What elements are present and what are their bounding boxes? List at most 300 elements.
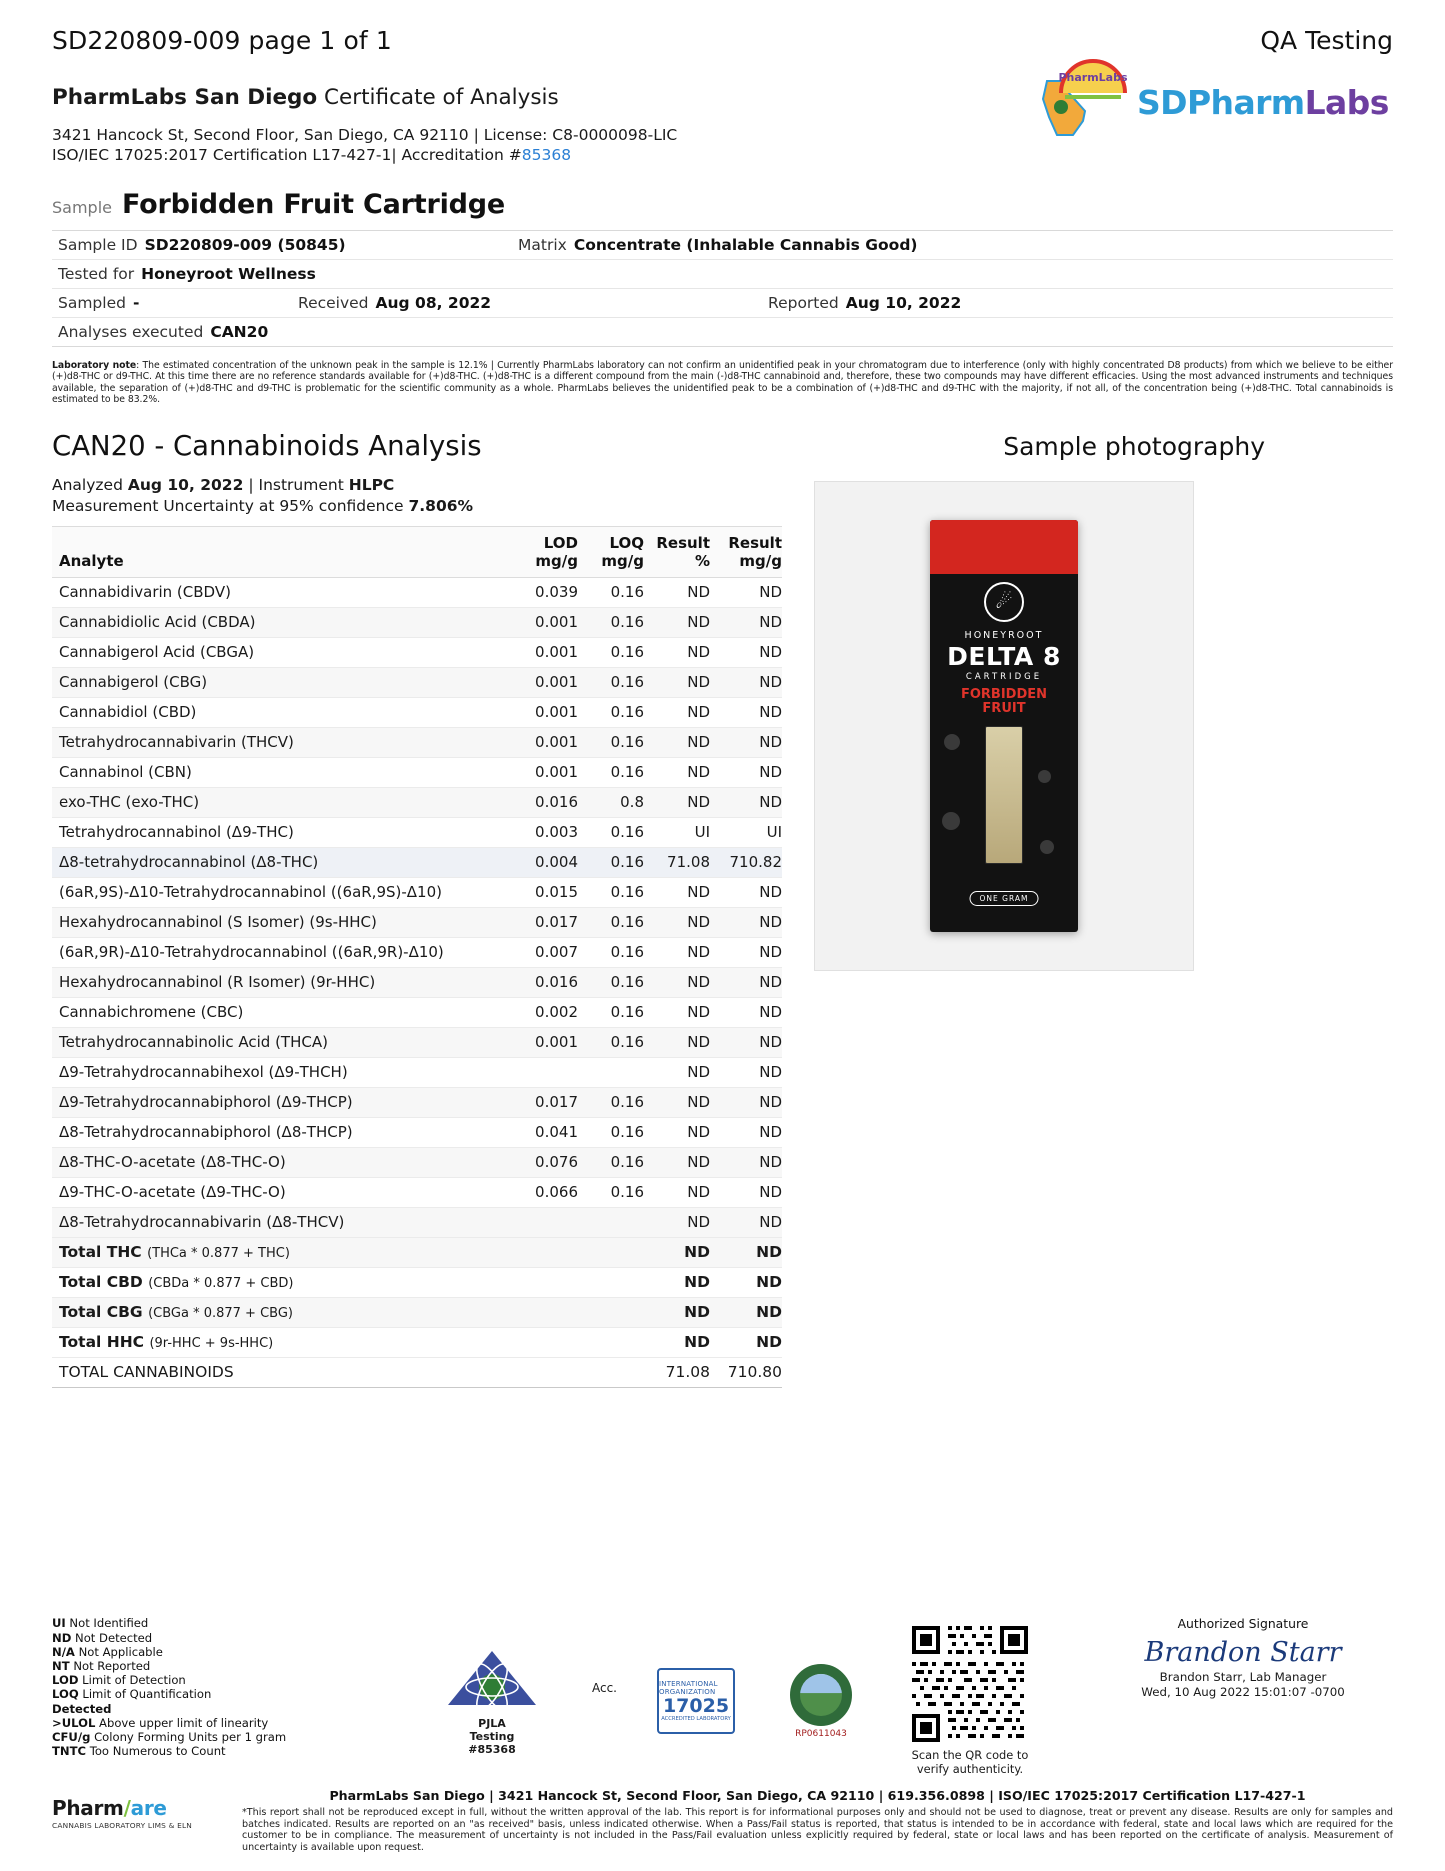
table-row	[52, 607, 782, 637]
analysis-separator: |	[248, 475, 254, 494]
accreditation-number: 85368	[521, 146, 572, 164]
cell-loq: 0.16	[578, 1147, 644, 1177]
cell-lod: 0.016	[500, 967, 578, 997]
cell-loq	[578, 1057, 644, 1087]
cell-result-mgg: ND	[710, 1147, 782, 1177]
cell-result-pct: ND	[644, 1087, 710, 1117]
cartridge-window	[985, 726, 1023, 864]
col-loq-text: LOQ	[609, 533, 644, 552]
coa-label: Certificate of Analysis	[324, 85, 559, 110]
pharmware-b: are	[130, 1796, 167, 1821]
meta-cell-matrix	[518, 236, 918, 254]
legend-code: UI	[52, 1616, 66, 1631]
cell-lod: 0.017	[500, 907, 578, 937]
cell-result-pct: ND	[644, 1297, 710, 1327]
cell-result-mgg: ND	[710, 697, 782, 727]
sample-id-value: SD220809-009 (50845)	[144, 236, 346, 254]
lab-note-label: Laboratory note	[52, 360, 137, 371]
cell-result-pct: ND	[644, 1267, 710, 1297]
pjla-badge	[432, 1647, 552, 1756]
box-product: DELTA 8	[947, 641, 1061, 671]
footer-contact-block	[242, 1788, 1393, 1853]
legend-text: Not Applicable	[78, 1644, 163, 1659]
signature-timestamp: Wed, 10 Aug 2022 15:01:07 -0700	[1141, 1685, 1345, 1700]
table-row	[52, 907, 782, 937]
col-result-pct-unit: %	[694, 551, 710, 570]
table-row	[52, 727, 782, 757]
meta-cell-tested-for	[58, 265, 518, 283]
qr-code-block[interactable]	[907, 1626, 1033, 1776]
document-id: SD220809-009 page 1 of 1	[52, 26, 392, 55]
lab-note-text: : The estimated concentration of the unknown peak in the sample is 12.1% | Currently PharmLabs laboratory can not confirm an unidentified peak in your chromatogram due to interference (only with highly concentrated D8 products) from which we believe to be either (+)d8-THC or d9-THC. At this time there are no reference standards available for (+)d8-THC. (+)d8-THC is a different compound from the main (-)d8-THC cannabinoid and, therefore, these two compounds may have different efficacies. Using the most advanced instruments and techniques available, the separation of (+)d8-THC and d9-THC is problematic for the scientific community as a whole. PharmLabs believes the unidentified peak to be a combination of (+)d8-THC and d9-THC with the majority, if not all, of the concentration being (+)d8-THC. Total cannabinoids is estimated to be 83.2%.	[52, 360, 1393, 406]
box-type: CARTRIDGE	[965, 671, 1043, 682]
signature-heading: Authorized Signature	[1177, 1616, 1309, 1632]
cell-result-mgg: ND	[710, 727, 782, 757]
cell-loq: 0.16	[578, 637, 644, 667]
meta-row-dates	[52, 289, 1393, 318]
cell-result-mgg: ND	[710, 877, 782, 907]
cell-lod: 0.076	[500, 1147, 578, 1177]
signature-block	[1093, 1616, 1393, 1700]
cell-result-pct: ND	[644, 577, 710, 607]
cell-result-mgg: ND	[710, 667, 782, 697]
cell-lod: 0.001	[500, 1027, 578, 1057]
analysis-meta-line2	[52, 496, 782, 517]
legend-code	[52, 1702, 111, 1716]
cell-analyte: Δ9-Tetrahydrocannabiphorol (Δ9-THCP)	[52, 1087, 500, 1117]
cell-loq	[578, 1357, 644, 1387]
cell-result-mgg: ND	[710, 1087, 782, 1117]
fruit-graphic-icon	[1040, 840, 1054, 854]
cell-total-name: Total CBG (CBGa * 0.877 + CBG)	[52, 1297, 500, 1327]
cell-analyte: Δ8-Tetrahydrocannabivarin (Δ8-THCV)	[52, 1207, 500, 1237]
cell-loq: 0.16	[578, 817, 644, 847]
cell-loq: 0.8	[578, 787, 644, 817]
cell-total-name: Total HHC (9r-HHC + 9s-HHC)	[52, 1327, 500, 1357]
box-brand: HONEYROOT	[964, 629, 1044, 641]
cell-result-pct: ND	[644, 877, 710, 907]
col-lod	[500, 526, 578, 577]
box-size: ONE GRAM	[970, 891, 1039, 906]
legend-text: Above upper limit of linearity	[99, 1715, 269, 1730]
table-row	[52, 757, 782, 787]
cell-result-mgg: ND	[710, 607, 782, 637]
sampled-value: -	[132, 294, 140, 312]
cell-result-pct: ND	[644, 637, 710, 667]
sample-photo	[814, 481, 1194, 971]
footer-disclaimer: *This report shall not be reproduced except in full, without the written approval of the lab. This report is for informational purposes only and should not be used to diagnose, treat or prevent any disease. Results are only for samples and batches indicated. Results are reported on an "as received" basis, unless indicated otherwise. When a Pass/Fail status is reported, that status is intended to be in accordance with federal, state and local laws which are required for the customer to be in compliance. The measurement of uncertainty is not included in the Pass/Fail evaluation unless explicitly required by federal, state or local laws and has been reported on the certificate of analysis. Measurement of uncertainty is available upon request.	[242, 1807, 1393, 1853]
iso-bottom-text: ACCREDITED LABORATORY	[661, 1716, 731, 1723]
meta-row-tested-for	[52, 260, 1393, 289]
cell-result-pct: ND	[644, 787, 710, 817]
pjla-testing: Testing	[469, 1729, 515, 1743]
cell-result-mgg: UI	[710, 817, 782, 847]
pjla-acc-label: Acc.	[591, 1681, 617, 1696]
cell-lod: 0.001	[500, 607, 578, 637]
fruit-graphic-icon	[1038, 770, 1051, 783]
cell-analyte: Δ8-THC-O-acetate (Δ8-THC-O)	[52, 1147, 500, 1177]
analysis-heading-row	[52, 430, 1393, 462]
cell-result-pct: ND	[644, 697, 710, 727]
legend-code: >ULOL	[52, 1715, 96, 1730]
legend-code: CFU/g	[52, 1730, 91, 1744]
table-row	[52, 967, 782, 997]
cell-lod: 0.001	[500, 667, 578, 697]
cell-result-mgg: 710.82	[710, 847, 782, 877]
cell-result-mgg: ND	[710, 937, 782, 967]
cell-total-name: Total CBD (CBDa * 0.877 + CBD)	[52, 1267, 500, 1297]
cell-lod: 0.003	[500, 817, 578, 847]
analysis-right-column	[782, 475, 1393, 1388]
cell-lod: 0.002	[500, 997, 578, 1027]
col-lod-text: LOD	[543, 533, 578, 552]
analysis-title: CAN20 - Cannabinoids Analysis	[52, 429, 482, 462]
col-result-pct	[644, 526, 710, 577]
table-row	[52, 1177, 782, 1207]
cell-analyte: Hexahydrocannabinol (S Isomer) (9s-HHC)	[52, 907, 500, 937]
cell-result-pct: ND	[644, 607, 710, 637]
received-label: Received	[298, 294, 369, 312]
cell-loq	[578, 1327, 644, 1357]
cell-loq	[578, 1237, 644, 1267]
cell-result-pct: 71.08	[644, 1357, 710, 1387]
qr-code-icon[interactable]	[912, 1626, 1028, 1742]
pjla-logo-icon	[440, 1647, 544, 1713]
cell-analyte: Δ9-Tetrahydrocannabihexol (Δ9-THCH)	[52, 1057, 500, 1087]
col-result-mgg-unit: mg/g	[739, 551, 782, 570]
cell-loq: 0.16	[578, 1117, 644, 1147]
meta-row-analyses	[52, 318, 1393, 347]
cell-lod: 0.015	[500, 877, 578, 907]
meta-cell-analyses	[58, 323, 518, 341]
tested-for-label: Tested for	[58, 265, 135, 283]
cell-result-pct: 71.08	[644, 847, 710, 877]
meta-row-sample-id	[52, 231, 1393, 260]
cannabinoids-table	[52, 526, 782, 1388]
cell-lod	[500, 1357, 578, 1387]
analysis-meta-line1	[52, 475, 782, 496]
legend-text: Not Detected	[75, 1630, 153, 1645]
cell-total-formula: (CBGa * 0.877 + CBG)	[148, 1306, 293, 1322]
analyses-label: Analyses executed	[58, 323, 204, 341]
cell-lod	[500, 1237, 578, 1267]
legend-code: LOQ	[52, 1687, 79, 1702]
cell-loq	[578, 1207, 644, 1237]
cell-analyte: Cannabidiolic Acid (CBDA)	[52, 607, 500, 637]
cell-loq: 0.16	[578, 937, 644, 967]
cell-analyte: exo-THC (exo-THC)	[52, 787, 500, 817]
fruit-graphic-icon	[942, 812, 960, 830]
legend-text: Limit of Detection	[82, 1673, 186, 1688]
iso-line-prefix: ISO/IEC 17025:2017 Certification L17-427-1| Accreditation #	[52, 146, 522, 164]
cell-analyte: Tetrahydrocannabinol (Δ9-THC)	[52, 817, 500, 847]
signature-script: Brandon Starr	[1144, 1637, 1342, 1669]
legend-code: N/A	[52, 1644, 75, 1659]
cell-loq: 0.16	[578, 997, 644, 1027]
legend-item	[52, 1616, 372, 1630]
cell-loq: 0.16	[578, 697, 644, 727]
logo-wordmark	[1137, 83, 1389, 122]
cell-analyte: Tetrahydrocannabinolic Acid (THCA)	[52, 1027, 500, 1057]
table-row	[52, 787, 782, 817]
cell-lod: 0.001	[500, 757, 578, 787]
pharmware-slash: /	[123, 1796, 131, 1821]
table-row	[52, 1117, 782, 1147]
col-result-mgg-text: Result	[728, 533, 782, 552]
cell-lod: 0.001	[500, 637, 578, 667]
meta-cell-received	[298, 294, 768, 312]
cell-result-mgg: ND	[710, 1297, 782, 1327]
dea-seal-icon	[790, 1664, 852, 1726]
cell-result-pct: ND	[644, 967, 710, 997]
cell-lod	[500, 1207, 578, 1237]
cell-lod	[500, 1057, 578, 1087]
table-row	[52, 1207, 782, 1237]
cell-result-mgg: ND	[710, 1267, 782, 1297]
cell-result-mgg: ND	[710, 967, 782, 997]
cell-result-mgg: ND	[710, 1117, 782, 1147]
sunburst-badge-icon	[1055, 59, 1131, 117]
meta-cell-reported	[768, 294, 961, 312]
cell-loq: 0.16	[578, 1087, 644, 1117]
cell-result-pct: ND	[644, 1057, 710, 1087]
cell-result-mgg: ND	[710, 577, 782, 607]
cell-result-mgg: ND	[710, 787, 782, 817]
table-row	[52, 877, 782, 907]
cell-analyte: Hexahydrocannabinol (R Isomer) (9r-HHC)	[52, 967, 500, 997]
cell-result-pct: ND	[644, 937, 710, 967]
table-grand-total-row	[52, 1357, 782, 1387]
col-result-mgg	[710, 526, 782, 577]
table-head	[52, 526, 782, 577]
table-row	[52, 997, 782, 1027]
matrix-value: Concentrate (Inhalable Cannabis Good)	[573, 236, 918, 254]
table-row	[52, 697, 782, 727]
sampled-label: Sampled	[58, 294, 126, 312]
analysis-left-column	[52, 475, 782, 1388]
table-row	[52, 1147, 782, 1177]
legend-item	[52, 1645, 372, 1659]
legend-text: Colony Forming Units per 1 gram	[94, 1730, 287, 1744]
cell-loq: 0.16	[578, 877, 644, 907]
cell-total-formula: (CBDa * 0.877 + CBD)	[148, 1276, 294, 1292]
analyses-value: CAN20	[210, 323, 269, 341]
sample-keyword: Sample	[52, 198, 112, 217]
table-row	[52, 1057, 782, 1087]
legend-item	[52, 1716, 372, 1730]
cell-result-pct: ND	[644, 997, 710, 1027]
cell-loq	[578, 1297, 644, 1327]
abbreviation-legend	[52, 1616, 372, 1758]
col-result-pct-text: Result	[656, 533, 710, 552]
photography-title: Sample photography	[1003, 431, 1265, 461]
col-lod-unit: mg/g	[535, 551, 578, 570]
cell-result-pct: ND	[644, 1237, 710, 1267]
pharmware-wordmark	[52, 1796, 242, 1820]
cell-loq: 0.16	[578, 727, 644, 757]
meta-cell-sample-id	[58, 236, 518, 254]
cell-grand-total-name: TOTAL CANNABINOIDS	[52, 1357, 500, 1387]
cell-loq: 0.16	[578, 757, 644, 787]
analyzed-value: Aug 10, 2022	[127, 475, 244, 494]
reported-value: Aug 10, 2022	[845, 294, 962, 312]
dea-number: RP0611043	[795, 1728, 847, 1739]
instrument-label: Instrument	[258, 475, 344, 494]
table-row	[52, 817, 782, 847]
cell-result-mgg: ND	[710, 757, 782, 787]
cell-analyte: Cannabidiol (CBD)	[52, 697, 500, 727]
cell-analyte: Cannabichromene (CBC)	[52, 997, 500, 1027]
cell-result-mgg: 710.80	[710, 1357, 782, 1387]
iso-badge	[657, 1668, 735, 1734]
cell-analyte: Cannabidivarin (CBDV)	[52, 577, 500, 607]
cell-loq: 0.16	[578, 607, 644, 637]
cell-analyte: Δ8-tetrahydrocannabinol (Δ8-THC)	[52, 847, 500, 877]
legend-code: TNTC	[52, 1744, 87, 1759]
cell-lod	[500, 1297, 578, 1327]
box-top-band	[930, 520, 1078, 574]
table-total-row	[52, 1327, 782, 1357]
analyzed-label: Analyzed	[52, 475, 123, 494]
legend-code: ND	[52, 1630, 72, 1645]
accreditation-badges	[372, 1616, 1093, 1776]
table-row	[52, 577, 782, 607]
footer-contact-line: PharmLabs San Diego | 3421 Hancock St, Second Floor, San Diego, CA 92110 | 619.356.0898 | ISO/IEC 17025:2017 Certification L17-427-1	[329, 1788, 1306, 1804]
cell-lod: 0.016	[500, 787, 578, 817]
sdpharmlabs-logo	[1033, 63, 1393, 145]
cell-result-pct: ND	[644, 1117, 710, 1147]
cell-result-mgg: ND	[710, 1237, 782, 1267]
legend-item	[52, 1673, 372, 1687]
cell-result-mgg: ND	[710, 997, 782, 1027]
qa-testing-label: QA Testing	[1260, 26, 1393, 55]
analysis-columns	[52, 475, 1393, 1388]
cell-lod: 0.017	[500, 1087, 578, 1117]
iso-number: 17025	[662, 1695, 730, 1718]
cell-result-pct: ND	[644, 667, 710, 697]
cell-loq: 0.16	[578, 967, 644, 997]
lab-header	[52, 71, 1393, 165]
col-analyte: Analyte	[52, 526, 500, 577]
table-row	[52, 1087, 782, 1117]
uncertainty-value: 7.806%	[408, 496, 474, 515]
box-flavor-line2: FRUIT	[982, 700, 1026, 716]
cell-result-pct: ND	[644, 907, 710, 937]
cell-result-pct: ND	[644, 1327, 710, 1357]
cell-loq	[578, 1267, 644, 1297]
iso-line	[52, 145, 1393, 165]
reported-label: Reported	[768, 294, 839, 312]
box-flavor-line1: FORBIDDEN	[960, 686, 1048, 702]
bee-emblem-icon: ☄	[984, 582, 1024, 622]
box-flavor	[930, 688, 1078, 716]
table-total-row	[52, 1297, 782, 1327]
cell-result-mgg: ND	[710, 907, 782, 937]
cell-analyte: Tetrahydrocannabivarin (THCV)	[52, 727, 500, 757]
received-value: Aug 08, 2022	[375, 294, 492, 312]
legend-item	[52, 1687, 372, 1701]
cell-total-formula: (THCa * 0.877 + THC)	[147, 1246, 290, 1262]
fruit-graphic-icon	[944, 734, 960, 750]
legend-text: Limit of Quantification	[82, 1687, 212, 1702]
table-header-row	[52, 526, 782, 577]
cell-result-mgg: ND	[710, 1207, 782, 1237]
cell-loq: 0.16	[578, 1177, 644, 1207]
cell-analyte: (6aR,9S)-Δ10-Tetrahydrocannabinol ((6aR,9S)-Δ10)	[52, 877, 500, 907]
cell-result-pct: UI	[644, 817, 710, 847]
cell-result-pct: ND	[644, 1177, 710, 1207]
iso-top-text: INTERNATIONAL ORGANIZATION	[659, 1680, 718, 1697]
sample-id-label: Sample ID	[58, 236, 138, 254]
cell-loq: 0.16	[578, 1027, 644, 1057]
footer-top-row	[52, 1616, 1393, 1776]
cell-result-pct: ND	[644, 1027, 710, 1057]
pjla-name: PJLA	[478, 1716, 506, 1730]
cell-result-mgg: ND	[710, 1027, 782, 1057]
cell-analyte: Δ9-THC-O-acetate (Δ9-THC-O)	[52, 1177, 500, 1207]
cell-result-mgg: ND	[710, 637, 782, 667]
pharmware-logo	[52, 1788, 242, 1830]
table-total-row	[52, 1237, 782, 1267]
svg-text:PharmLabs: PharmLabs	[1058, 71, 1128, 84]
logo-sd-text: SD	[1137, 83, 1187, 122]
legend-text: Detected	[52, 1701, 112, 1716]
cell-loq: 0.16	[578, 847, 644, 877]
uncertainty-label: Measurement Uncertainty at 95% confidence	[52, 496, 404, 515]
cell-total-name: Total THC (THCa * 0.877 + THC)	[52, 1237, 500, 1267]
cell-lod: 0.007	[500, 937, 578, 967]
cell-result-pct: ND	[644, 1147, 710, 1177]
product-box-image	[930, 520, 1078, 932]
cell-analyte: (6aR,9R)-Δ10-Tetrahydrocannabinol ((6aR,9R)-Δ10)	[52, 937, 500, 967]
table-row	[52, 1027, 782, 1057]
cell-result-pct: ND	[644, 1207, 710, 1237]
legend-text: Too Numerous to Count	[89, 1744, 226, 1759]
table-row	[52, 637, 782, 667]
cell-analyte: Cannabigerol (CBG)	[52, 667, 500, 697]
cell-result-mgg: ND	[710, 1177, 782, 1207]
legend-item	[52, 1631, 372, 1645]
cell-analyte: Δ8-Tetrahydrocannabiphorol (Δ8-THCP)	[52, 1117, 500, 1147]
qr-caption: Scan the QR code to verify authenticity.	[911, 1748, 1029, 1776]
address-line: 3421 Hancock St, Second Floor, San Diego, CA 92110 | License: C8-0000098-LIC	[52, 126, 678, 144]
col-loq-unit: mg/g	[601, 551, 644, 570]
signature-name-line: Brandon Starr, Lab Manager	[1159, 1670, 1327, 1685]
top-bar	[52, 0, 1393, 55]
logo-labs-text: Labs	[1304, 83, 1389, 122]
sample-name: Forbidden Fruit Cartridge	[122, 189, 505, 220]
col-loq	[578, 526, 644, 577]
tested-for-value: Honeyroot Wellness	[141, 265, 316, 283]
cell-result-pct: ND	[644, 757, 710, 787]
table-row	[52, 847, 782, 877]
table-row	[52, 937, 782, 967]
table-row	[52, 667, 782, 697]
cell-lod: 0.066	[500, 1177, 578, 1207]
instrument-value: HLPC	[348, 475, 395, 494]
cell-loq: 0.16	[578, 667, 644, 697]
cell-total-formula: (9r-HHC + 9s-HHC)	[149, 1336, 274, 1352]
footer-bottom-row	[52, 1788, 1393, 1853]
legend-code: LOD	[52, 1673, 79, 1688]
cell-lod: 0.004	[500, 847, 578, 877]
pjla-number: #85368	[468, 1742, 516, 1756]
lab-name: PharmLabs San Diego	[52, 85, 318, 110]
legend-item	[52, 1659, 372, 1673]
legend-item	[52, 1730, 372, 1744]
cell-analyte: Cannabinol (CBN)	[52, 757, 500, 787]
cell-lod: 0.001	[500, 697, 578, 727]
